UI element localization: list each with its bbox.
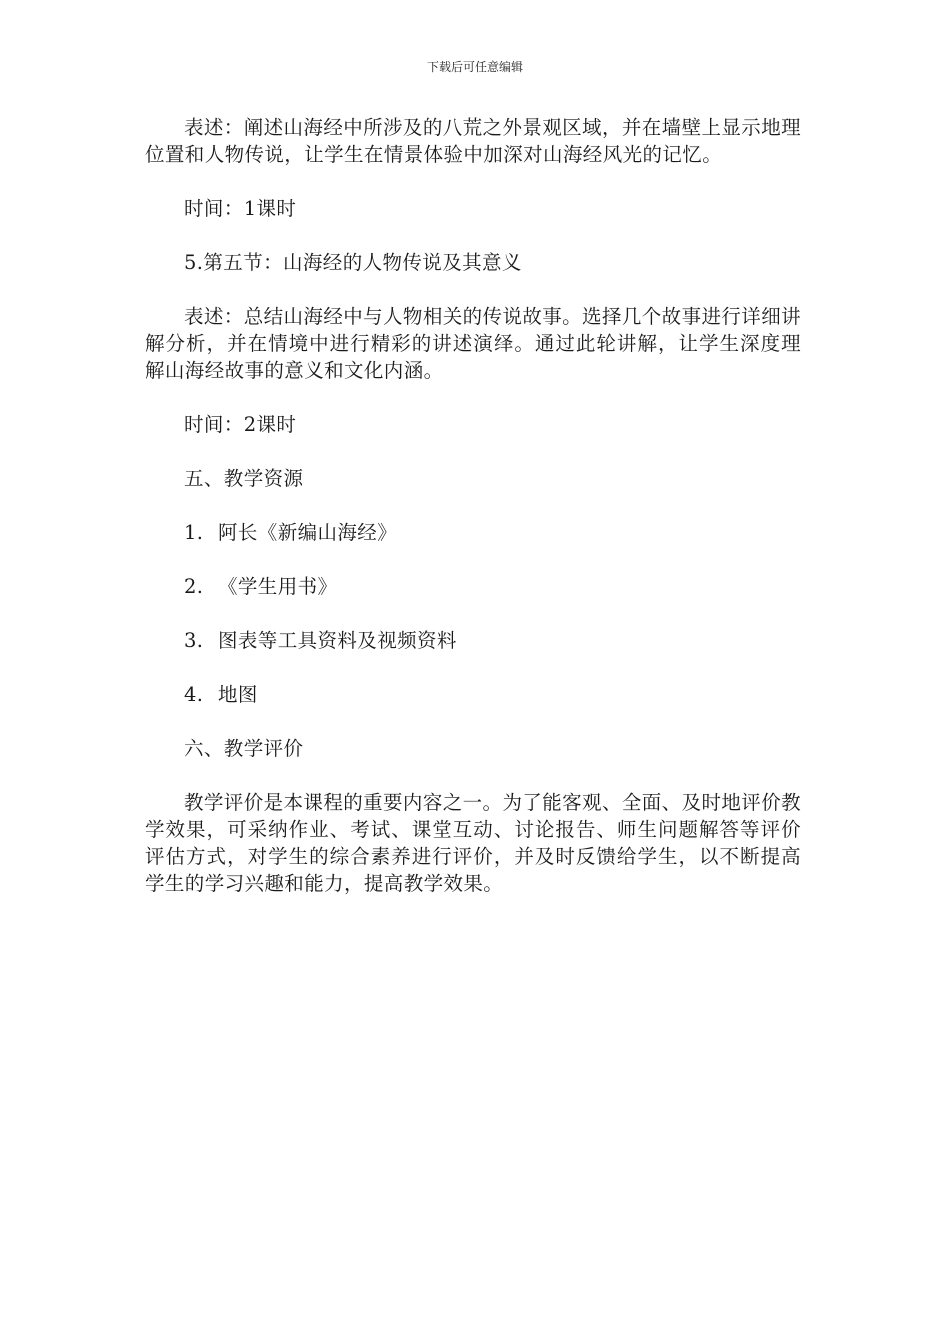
heading-teaching-resources: 五、教学资源: [184, 467, 304, 490]
document-body: [145, 114, 801, 924]
list-item-text: 《学生用书》: [218, 575, 338, 598]
time-line-1: 时间：1课时: [184, 197, 297, 220]
list-item-number: 1.: [184, 521, 204, 544]
list-item-text: 图表等工具资料及视频资料: [218, 629, 457, 652]
paragraph-legends-description: 表述：总结山海经中与人物相关的传说故事。选择几个故事进行详细讲解分析，并在情境中进行精彩的讲述演绎。通过此轮讲解，让学生深度理解山海经故事的意义和文化内涵。: [145, 305, 801, 382]
paragraph-evaluation: 教学评价是本课程的重要内容之一。为了能客观、全面、及时地评价教学效果，可采纳作业、考试、课堂互动、讨论报告、师生问题解答等评价评估方式，对学生的综合素养进行评价，并及时反馈给学生，以不断提高学生的学习兴趣和能力，提高教学效果。: [145, 791, 801, 895]
list-item-number: 2.: [184, 575, 204, 598]
list-item-number: 4.: [184, 683, 204, 706]
time-line-2: 时间：2课时: [184, 413, 297, 436]
paragraph-scenery-description: 表述：阐述山海经中所涉及的八荒之外景观区域，并在墙壁上显示地理位置和人物传说，让学生在情景体验中加深对山海经风光的记忆。: [145, 116, 801, 166]
list-item: [145, 681, 801, 708]
list-item: [145, 573, 801, 600]
list-item-text: 地图: [218, 683, 258, 706]
list-item: [145, 627, 801, 654]
page-header: 下载后可任意编辑: [426, 60, 523, 74]
list-item-number: 3.: [184, 629, 204, 652]
heading-teaching-evaluation: 六、教学评价: [184, 737, 304, 760]
section-5-title: 5.第五节：山海经的人物传说及其意义: [184, 251, 522, 274]
list-item-text: 阿长《新编山海经》: [218, 521, 398, 544]
list-item: [145, 519, 801, 546]
